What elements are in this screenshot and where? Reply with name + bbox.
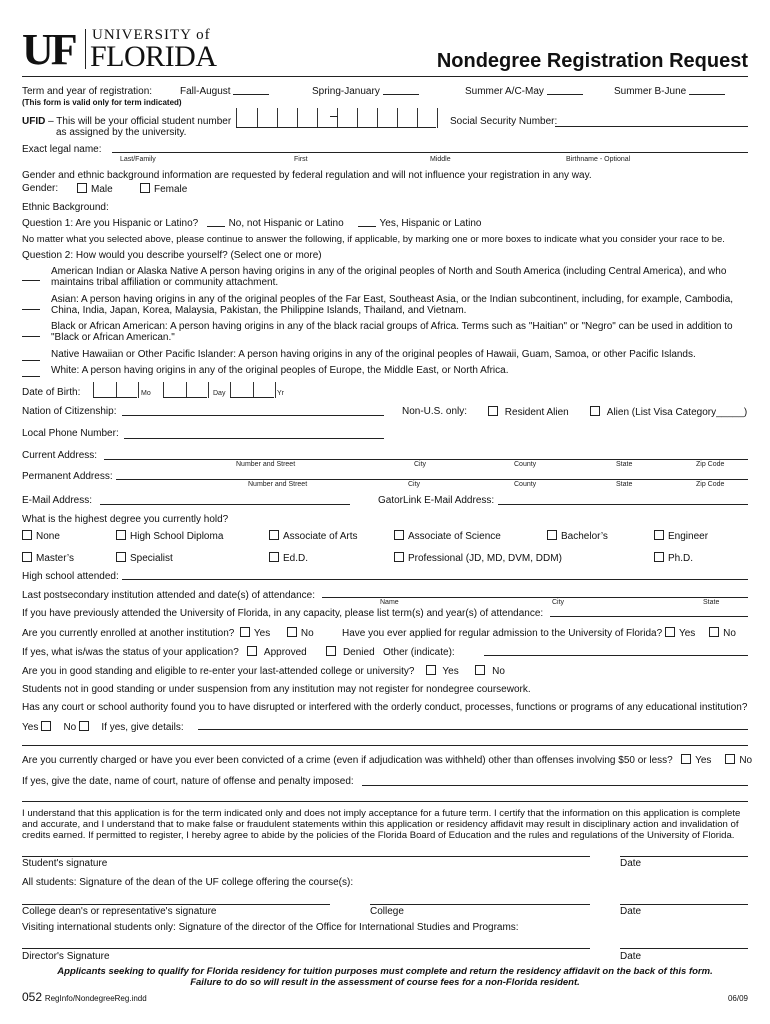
degree-master: Master’s <box>36 553 74 564</box>
hs-field[interactable] <box>122 579 748 580</box>
gender-label: Gender: <box>22 183 59 194</box>
resident-alien-label: Resident Alien <box>504 407 569 418</box>
post-sub-name: Name <box>380 599 399 606</box>
post-sub-city: City <box>552 599 565 606</box>
court-details-field[interactable] <box>198 729 748 730</box>
perm-sub-city: City <box>408 481 421 488</box>
student-signature-label: Student's signature <box>22 858 108 869</box>
term-summer-b-blank[interactable] <box>689 86 725 95</box>
degree-professional: Professional (JD, MD, DVM, DDM) <box>408 553 562 564</box>
degree-aa: Associate of Arts <box>283 531 358 542</box>
court-no: No <box>63 722 77 733</box>
perm-sub-state: State <box>616 481 633 488</box>
status-denied-checkbox[interactable] <box>326 646 336 656</box>
hs-label: High school attended: <box>22 571 119 582</box>
degree-edd: Ed.D. <box>283 553 309 564</box>
director-date-label: Date <box>620 951 642 962</box>
crime-details-label: If yes, give the date, name of court, nature of offense and penalty imposed: <box>22 776 354 787</box>
court-q: Has any court or school authority found you to have disrupted or interfered with the orderly conduct, processes, functions or programs of any educational institution? <box>22 702 748 713</box>
race-asian: Asian: A person having origins in any of the original peoples of the Far East, Southeast Asia, or the Indian subcontinent, including, for example, Cambodia, China, India, Japan, Korea, Malaysia, Pakistan, the Philippine Islands, Thailand, and Vietnam. <box>51 294 734 316</box>
race-note: No matter what you selected above, please continue to answer the following, if applicable, by marking one or more boxes to indicate what you consider your race to be. <box>22 234 725 245</box>
student-date-field[interactable] <box>620 856 748 857</box>
status-other-field[interactable] <box>484 655 748 656</box>
ufid-desc2: as assigned by the university. <box>56 127 187 138</box>
permanent-address-field[interactable] <box>116 479 748 480</box>
degree-none: None <box>36 531 60 542</box>
race-nhpi: Native Hawaiian or Other Pacific Islander: A person having origins in any of the original peoples of Hawaii, Guam, Samoa, or other Pacific Islands. <box>51 349 696 360</box>
degree-phd-checkbox[interactable] <box>654 552 664 562</box>
gender-male-checkbox[interactable] <box>77 183 87 193</box>
court-details-label: If yes, give details: <box>101 722 184 733</box>
current-address-label: Current Address: <box>22 450 98 461</box>
term-summer-ac-blank[interactable] <box>547 86 583 95</box>
ufid-boxes[interactable] <box>236 108 437 128</box>
form-code: 052 <box>22 990 43 1004</box>
name-sub-middle: Middle <box>430 156 451 163</box>
crime-details-field[interactable] <box>362 785 748 786</box>
status-other: Other (indicate): <box>383 647 455 658</box>
college-label: College <box>370 906 404 917</box>
degree-bachelor: Bachelor’s <box>561 531 608 542</box>
crime-q: Are you currently charged or have you ever been convicted of a crime (even if adjudication was withheld) other than offenses involving $50 or less? <box>22 755 673 766</box>
standing-yes: Yes <box>442 666 459 677</box>
citizenship-field[interactable] <box>122 415 384 416</box>
name-sub-first: First <box>294 156 308 163</box>
race-black: Black or African American: A person having origins in any of the black racial groups of Africa. Terms such as "Haitian" or "Negro" can be used in addition to "Black or African American." <box>51 321 733 343</box>
enroll-yes-checkbox[interactable] <box>240 627 250 637</box>
q1-no-blank[interactable] <box>207 218 225 227</box>
degree-phd: Ph.D. <box>668 553 694 564</box>
applied-yes: Yes <box>678 628 696 639</box>
term-spring-blank[interactable] <box>383 86 419 95</box>
degree-engineer: Engineer <box>668 531 709 542</box>
term-summer-ac: Summer A/C-May <box>465 86 544 97</box>
dean-date-label: Date <box>620 906 642 917</box>
director-date-field[interactable] <box>620 948 748 949</box>
applied-no-checkbox[interactable] <box>709 627 719 637</box>
certification-text: I understand that this application is for the term indicated only and does not imply acceptance for a future term. I certify that the information on this application is complete and accurate, and I understand that to make false or fraudulent statements within this application or residency affidavit may result in disciplinary action and invalidation of credits earned. If permitted to register, I hereby agree to abide by the policies of the Florida Board of Education and the rules and regulations of the University of Florida. <box>22 808 741 841</box>
crime-no-checkbox[interactable] <box>725 754 735 764</box>
logo-uf: UF <box>22 25 75 74</box>
degree-specialist: Specialist <box>130 553 173 564</box>
gender-note: Gender and ethnic background information are requested by federal regulation and will not influence your registration in any way. <box>22 170 592 181</box>
name-label: Exact legal name: <box>22 144 102 155</box>
term-summer-b: Summer B-June <box>614 86 687 97</box>
degree-bachelor-checkbox[interactable] <box>547 530 557 540</box>
dob-day-boxes[interactable] <box>163 382 208 398</box>
degree-as-checkbox[interactable] <box>394 530 404 540</box>
uf-prev-field[interactable] <box>550 616 748 617</box>
term-fall: Fall-August <box>180 86 231 97</box>
standing-no-checkbox[interactable] <box>475 665 485 675</box>
race-black-blank[interactable] <box>22 328 40 337</box>
degree-aa-checkbox[interactable] <box>269 530 279 540</box>
ethnic-label: Ethnic Background: <box>22 202 109 213</box>
citizenship-label: Nation of Citizenship: <box>22 406 117 417</box>
page-title: Nondegree Registration Request <box>436 50 748 72</box>
term-label: Term and year of registration: <box>22 86 153 97</box>
enroll-no-checkbox[interactable] <box>287 627 297 637</box>
q2-text: Question 2: How would you describe yourself? (Select one or more) <box>22 250 322 261</box>
gatorlink-label: GatorLink E-Mail Address: <box>378 495 495 506</box>
director-signature-field[interactable] <box>22 948 590 949</box>
perm-sub-county: County <box>514 481 537 488</box>
race-white: White: A person having origins in any of the original peoples of Europe, the Middle East, or North Africa. <box>51 365 509 376</box>
crime-no: No <box>739 755 753 766</box>
degree-edd-checkbox[interactable] <box>269 552 279 562</box>
degree-engineer-checkbox[interactable] <box>654 530 664 540</box>
court-details-field-2[interactable] <box>22 745 748 746</box>
uf-logo <box>22 25 75 74</box>
name-sub-birth: Birthname - Optional <box>566 156 631 163</box>
q1-yes-blank[interactable] <box>358 218 376 227</box>
post-field[interactable] <box>322 597 748 598</box>
enroll-q: Are you currently enrolled at another institution? <box>22 628 235 639</box>
student-date-label: Date <box>620 858 642 869</box>
dean-date-field[interactable] <box>620 904 748 905</box>
applied-no: No <box>723 628 736 639</box>
gender-male-label: Male <box>91 184 113 195</box>
cur-sub-zip: Zip Code <box>696 461 725 468</box>
email-label: E-Mail Address: <box>22 495 93 506</box>
q1-no-label: No, not Hispanic or Latino <box>228 218 344 229</box>
director-signature-label: Director's Signature <box>22 951 110 962</box>
logo-florida: FLORIDA <box>90 40 217 73</box>
race-nhpi-blank[interactable] <box>22 352 40 361</box>
enroll-yes: Yes <box>253 628 271 639</box>
ufid-desc: – This will be your official student number <box>45 116 232 127</box>
standing-note: Students not in good standing or under suspension from any institution may not register for nondegree coursework. <box>22 684 531 695</box>
degree-hs-checkbox[interactable] <box>116 530 126 540</box>
dean-signature-field[interactable] <box>22 904 330 905</box>
court-yes: Yes <box>22 722 39 733</box>
applied-q: Have you ever applied for regular admission to the University of Florida? <box>342 628 663 639</box>
status-approved: Approved <box>263 647 307 658</box>
uf-prev-label: If you have previously attended the University of Florida, in any capacity, please list term(s) and year(s) of attendance: <box>22 608 544 619</box>
race-white-blank[interactable] <box>22 368 40 377</box>
q1-yes-label: Yes, Hispanic or Latino <box>379 218 482 229</box>
logo-university: UNIVERSITY of <box>92 27 211 43</box>
standing-no: No <box>492 666 505 677</box>
status-approved-checkbox[interactable] <box>247 646 257 656</box>
alien-checkbox[interactable] <box>590 406 600 416</box>
term-valid-note: (This form is valid only for term indicated) <box>22 98 182 107</box>
permanent-address-label: Permanent Address: <box>22 471 113 482</box>
ssn-field[interactable] <box>555 126 748 127</box>
student-signature-field[interactable] <box>22 856 590 857</box>
resident-alien-checkbox[interactable] <box>488 406 498 416</box>
form-date: 06/09 <box>727 994 748 1003</box>
degree-specialist-checkbox[interactable] <box>116 552 126 562</box>
status-denied: Denied <box>342 647 375 658</box>
email-field[interactable] <box>100 504 350 505</box>
dob-day: Day <box>213 390 226 397</box>
name-field[interactable] <box>112 152 748 153</box>
current-address-field[interactable] <box>104 459 748 460</box>
degree-none-checkbox[interactable] <box>22 530 32 540</box>
degree-as: Associate of Science <box>408 531 501 542</box>
dob-yr: Yr <box>277 390 284 397</box>
gender-female-label: Female <box>154 184 188 195</box>
phone-field[interactable] <box>124 438 384 439</box>
term-fall-blank[interactable] <box>233 86 269 95</box>
race-aian: American Indian or Alaska Native A person having origins in any of the original peoples of North and South America (including Central America), and who maintains tribal affiliation or community attachment. <box>51 266 727 288</box>
cur-sub-city: City <box>414 461 427 468</box>
intl-label: Visiting international students only: Signature of the director of the Office for International Studies and Programs: <box>22 922 519 933</box>
gatorlink-field[interactable] <box>498 504 748 505</box>
degree-master-checkbox[interactable] <box>22 552 32 562</box>
post-label: Last postsecondary institution attended and date(s) of attendance: <box>22 590 315 601</box>
q1-text: Question 1: Are you Hispanic or Latino? <box>22 218 199 229</box>
degree-hs: High School Diploma <box>130 531 224 542</box>
crime-yes: Yes <box>695 755 712 766</box>
cur-sub-street: Number and Street <box>236 461 296 468</box>
non-us-label: Non-U.S. only: <box>402 406 468 417</box>
standing-q: Are you in good standing and eligible to re-enter your last-attended college or university? <box>22 666 415 677</box>
term-spring: Spring-January <box>312 86 380 97</box>
alien-label: Alien (List Visa Category_____) <box>606 407 748 418</box>
ufid-label: UFID <box>22 116 46 127</box>
phone-label: Local Phone Number: <box>22 428 119 439</box>
ssn-label: Social Security Number: <box>450 116 558 127</box>
dob-month-boxes[interactable] <box>93 382 138 398</box>
crime-details-field-2[interactable] <box>22 801 748 802</box>
crime-yes-checkbox[interactable] <box>681 754 691 764</box>
post-sub-state: State <box>703 599 720 606</box>
college-field[interactable] <box>370 904 590 905</box>
footer-note-2: Failure to do so will result in the assessment of course fees for a non-Florida resident. <box>190 977 580 988</box>
degree-professional-checkbox[interactable] <box>394 552 404 562</box>
form-file: RegInfo/NondegreeReg.indd <box>44 994 147 1003</box>
name-sub-last: Last/Family <box>120 156 156 163</box>
court-no-checkbox[interactable] <box>79 721 89 731</box>
dob-mo: Mo <box>141 390 151 397</box>
dob-label: Date of Birth: <box>22 387 81 398</box>
gender-female-checkbox[interactable] <box>140 183 150 193</box>
dob-year-boxes[interactable] <box>230 382 275 398</box>
cur-sub-county: County <box>514 461 537 468</box>
race-asian-blank[interactable] <box>22 301 40 310</box>
perm-sub-street: Number and Street <box>248 481 308 488</box>
enroll-no: No <box>300 628 314 639</box>
all-students-label: All students: Signature of the dean of the UF college offering the course(s): <box>22 877 354 888</box>
footer-note-1: Applicants seeking to qualify for Florida residency for tuition purposes must complete and return the residency affidavit on the back of this form. <box>57 966 713 977</box>
perm-sub-zip: Zip Code <box>696 481 725 488</box>
cur-sub-state: State <box>616 461 633 468</box>
standing-yes-checkbox[interactable] <box>426 665 436 675</box>
degree-label: What is the highest degree you currently hold? <box>22 514 229 525</box>
race-aian-blank[interactable] <box>22 272 40 281</box>
status-q: If yes, what is/was the status of your application? <box>22 647 239 658</box>
dean-signature-label: College dean's or representative's signature <box>22 906 217 917</box>
applied-yes-checkbox[interactable] <box>665 627 675 637</box>
court-yes-checkbox[interactable] <box>41 721 51 731</box>
